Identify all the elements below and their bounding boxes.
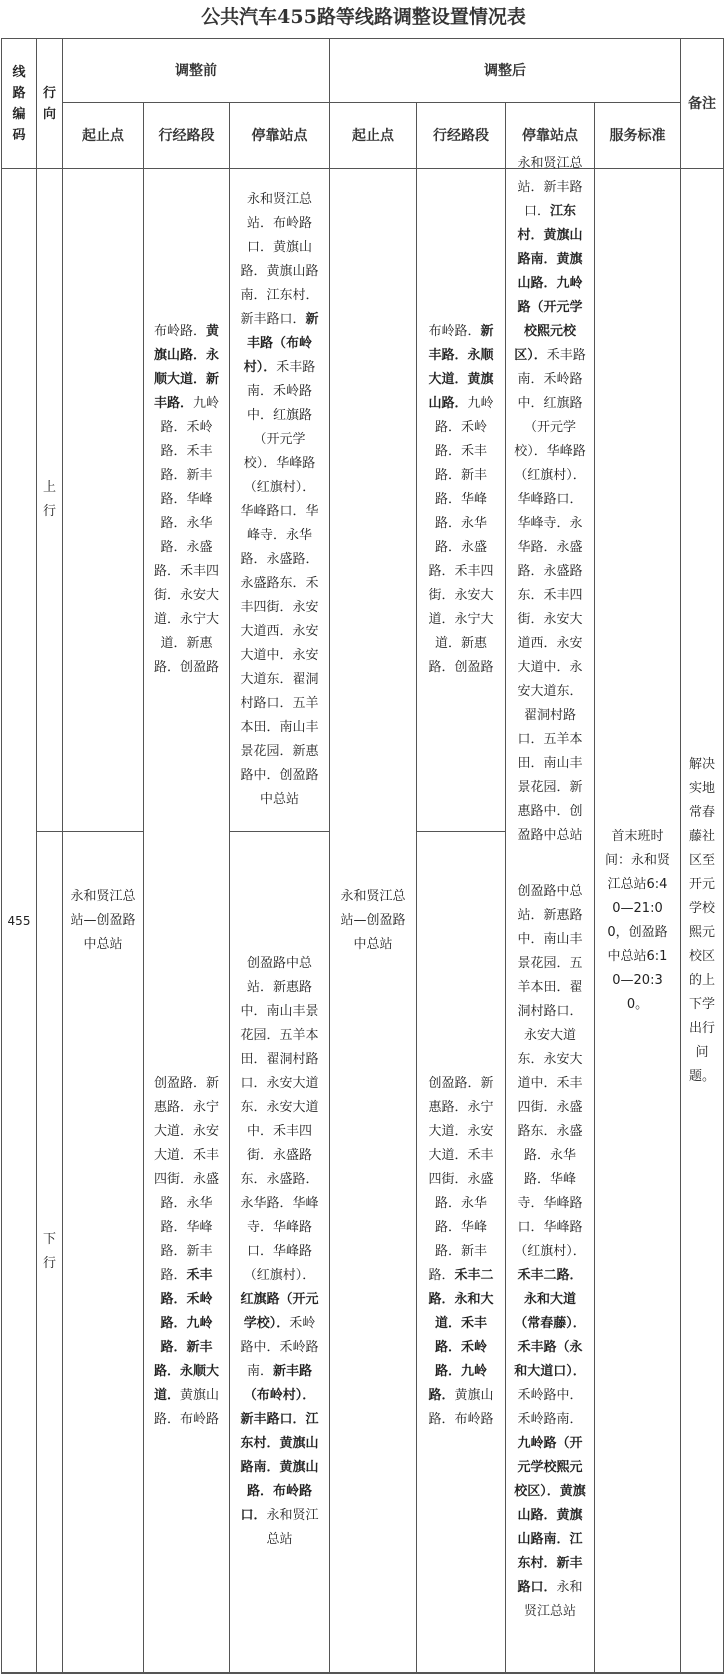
route-text-segment: 禾丰路南．禾岭路中．红旗路（开元学校）．华峰路（红旗村）．华峰路口．华峰寺．永华路．永盛路．永盛路东．禾丰四街．永安大道西．永安大道中．永安大道东．翟洞村路口．五羊本田．南山丰景花园．新惠路中．创盈路中总站: [240, 360, 319, 807]
up-before-segments: [144, 169, 229, 831]
down-after-segments: [417, 832, 505, 1672]
route-text-segment: 新丰路（布岭村）．新丰路口．江东村．黄旗山路南．黄旗山路．布岭路口．: [240, 1364, 319, 1523]
route-text-segment: 永和贤江总站．新丰路口．: [517, 156, 583, 219]
route-table: [0, 38, 727, 1675]
page-title: 公共汽车455路等线路调整设置情况表: [201, 6, 526, 28]
route-text-segment: 创盈路中总站．新惠路中．南山丰景花园．五羊本田．翟洞村路口．永安大道东．永安大道中．禾丰四街．永盛路东．永盛路．永华路．华峰寺．华峰路口．华峰路（红旗村）．: [514, 884, 586, 1259]
header-after-stops: 停靠站点: [522, 127, 578, 144]
route-text-segment: 禾岭路中．禾岭路南．: [517, 1388, 583, 1427]
down-before-segments: [144, 832, 229, 1672]
route-text-segment: 九岭路（开元学校熙元校区）．黄旗山路．黄旗山路南．江东村．新丰路口．: [514, 1436, 586, 1595]
after-terminals: 永和贤江总站—创盈路中总站: [340, 888, 406, 952]
route-text-segment: 禾丰路．禾岭路．九岭路．新丰路．永顺大道．: [153, 1268, 219, 1403]
direction-down: 下行: [42, 1232, 56, 1271]
direction-up: 上行: [42, 480, 56, 519]
route-text-segment: 黄旗山路．永顺大道．新丰路．: [153, 324, 220, 411]
up-after-segments: [417, 169, 505, 831]
route-text-segment: 九岭路．禾岭路．禾丰路．新丰路．华峰路．永华路．永盛路．禾丰四街．永安大道．永宁大道．新惠路．创盈路: [428, 396, 494, 675]
header-after-terminals: 起止点: [352, 127, 394, 144]
header-after-segments: 行经路段: [433, 127, 489, 144]
header-before-terminals: 起止点: [82, 127, 124, 144]
route-text-segment: 新丰路．永顺大道．黄旗山路．: [428, 324, 494, 411]
route-text-segment: 创盈路．新惠路．永宁大道．永安大道．禾丰四街．永盛路．永华路．华峰路．新丰路．: [428, 1076, 494, 1283]
down-before-stops: [230, 832, 329, 1672]
route-text-segment: 红旗路（开元学校）．: [240, 1292, 319, 1331]
header-route-code: 线路编码: [12, 64, 26, 143]
header-service: 服务标准: [609, 127, 666, 144]
route-text-segment: 江东村．黄旗山路南．黄旗山路．九岭路（开元学校熙元校区）．: [514, 204, 583, 363]
route-text-segment: 永和贤江总站: [523, 1580, 583, 1619]
route-text-segment: 禾丰路南．禾岭路中．红旗路（开元学校）．华峰路（红旗村）．华峰路口．华峰寺．永华路．永盛路．永盛路东．禾丰四街．永安大道西．永安大道中．永安大道东．翟洞村路口．五羊本田．南山丰景花园．新惠路中．创盈路中总站: [514, 348, 586, 843]
route-text-segment: 创盈路中总站．新惠路中．南山丰景花园．五羊本田．翟洞村路口．永安大道东．永安大道中．禾丰四街．永盛路东．永盛路．永华路．华峰寺．华峰路口．华峰路（红旗村）．: [240, 956, 319, 1283]
route-text-segment: 新丰路（布岭村）．: [243, 312, 319, 375]
header-after: 调整后: [484, 62, 526, 79]
header-before: 调整前: [175, 62, 217, 79]
remarks-note: 解决实地常春藤社区至开元学校熙元校区的上下学出行问题。: [688, 756, 715, 1084]
header-direction: 行向: [42, 85, 56, 122]
route-text-segment: 禾岭路中．禾岭路南．: [240, 1316, 319, 1379]
header-before-stops: 停靠站点: [251, 127, 308, 144]
down-after-stops: [506, 832, 594, 1672]
up-before-stops: [230, 169, 329, 831]
route-text-segment: 禾丰二路．永和大道．禾丰路．禾岭路．九岭路．: [428, 1268, 494, 1403]
route-text-segment: 黄旗山路．布岭路: [428, 1388, 494, 1427]
route-text-segment: 黄旗山路．布岭路: [153, 1388, 220, 1427]
route-number: 455: [7, 913, 31, 928]
route-text-segment: 布岭路．: [428, 324, 481, 339]
route-text-segment: 禾丰二路．永和大道（常春藤）．禾丰路（永和大道口）．: [514, 1268, 586, 1379]
before-terminals: 永和贤江总站—创盈路中总站: [70, 888, 136, 952]
service-standard: 首末班时间：永和贤江总站6:40—21:00，创盈路中总站6:10—20:30。: [604, 828, 670, 1012]
header-remarks: 备注: [688, 95, 716, 112]
header-before-segments: 行经路段: [158, 127, 215, 144]
route-text-segment: 创盈路．新惠路．永宁大道．永安大道．禾丰四街．永盛路．永华路．华峰路．新丰路．: [153, 1076, 219, 1283]
route-text-segment: 永和贤江总站．布岭路口．黄旗山路．黄旗山路南．江东村．新丰路口．: [240, 192, 319, 327]
route-text-segment: 永和贤江总站: [266, 1508, 319, 1547]
up-after-stops: [506, 156, 594, 843]
route-text-segment: 九岭路．禾岭路．禾丰路．新丰路．华峰路．永华路．永盛路．禾丰四街．永安大道．永宁大道．新惠路．创盈路: [153, 396, 220, 675]
route-text-segment: 布岭路．: [153, 324, 206, 339]
